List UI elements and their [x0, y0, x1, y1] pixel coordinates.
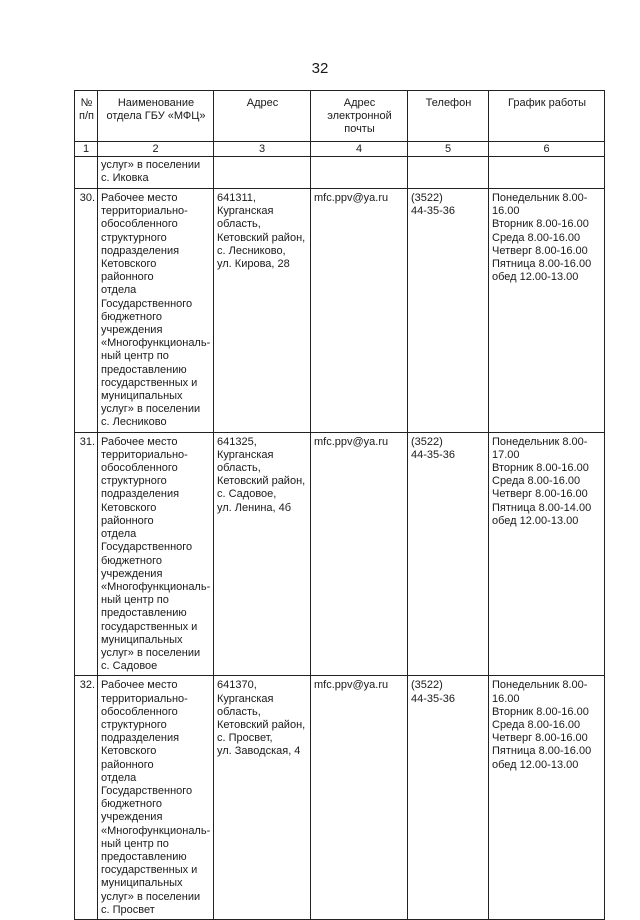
header-schedule: График работы [489, 91, 605, 142]
office-email: mfc.ppv@ya.ru [311, 189, 408, 433]
mfc-offices-table [74, 90, 605, 920]
header-address: Адрес [214, 91, 311, 142]
row-number: 30. [75, 189, 98, 433]
continuation-email-cell [311, 156, 408, 188]
column-number: 4 [311, 141, 408, 156]
table-row [75, 432, 605, 676]
header-row [75, 91, 605, 142]
office-name: Рабочее место территориально- обособленного структурного подразделения Кетовского районного отдела Государственного бюджетного учреждения «Многофункциональ- ный центр по предоставлению государственных и муниципальных услуг» в поселении с. Лесниково [98, 189, 214, 433]
row-number: 32. [75, 676, 98, 920]
office-phone: (3522) 44-35-36 [408, 676, 489, 920]
office-address: 641311, Курганская область, Кетовский район, с. Лесниково, ул. Кирова, 28 [214, 189, 311, 433]
table-row [75, 189, 605, 433]
office-schedule: Понедельник 8.00- 16.00 Вторник 8.00-16.00 Среда 8.00-16.00 Четверг 8.00-16.00 Пятница 8.00-16.00 обед 12.00-13.00 [489, 676, 605, 920]
row-number: 31. [75, 432, 98, 676]
continuation-phone-cell [408, 156, 489, 188]
column-number: 2 [98, 141, 214, 156]
table-row [75, 676, 605, 920]
column-number: 1 [75, 141, 98, 156]
office-email: mfc.ppv@ya.ru [311, 432, 408, 676]
header-email: Адрес электронной почты [311, 91, 408, 142]
column-number: 5 [408, 141, 489, 156]
office-phone: (3522) 44-35-36 [408, 189, 489, 433]
office-email: mfc.ppv@ya.ru [311, 676, 408, 920]
office-address: 641370, Курганская область, Кетовский район, с. Просвет, ул. Заводская, 4 [214, 676, 311, 920]
continuation-name-cell: услуг» в поселении с. Иковка [98, 156, 214, 188]
column-number: 6 [489, 141, 605, 156]
header-number: № п/п [75, 91, 98, 142]
column-numbers-row [75, 141, 605, 156]
office-name: Рабочее место территориально- обособленного структурного подразделения Кетовского районного отдела Государственного бюджетного учреждения «Многофункциональ- ный центр по предоставлению государственных и муниципальных услуг» в поселении с. Садовое [98, 432, 214, 676]
office-schedule: Понедельник 8.00- 16.00 Вторник 8.00-16.00 Среда 8.00-16.00 Четверг 8.00-16.00 Пятница 8.00-16.00 обед 12.00-13.00 [489, 189, 605, 433]
column-number: 3 [214, 141, 311, 156]
header-name: Наименование отдела ГБУ «МФЦ» [98, 91, 214, 142]
office-name: Рабочее место территориально- обособленного структурного подразделения Кетовского районного отдела Государственного бюджетного учреждения «Многофункциональ- ный центр по предоставлению государственных и муниципальных услуг» в поселении с. Просвет [98, 676, 214, 920]
office-address: 641325, Курганская область, Кетовский район, с. Садовое, ул. Ленина, 4б [214, 432, 311, 676]
continuation-number-cell [75, 156, 98, 188]
page-number: 32 [311, 60, 329, 77]
office-schedule: Понедельник 8.00- 17.00 Вторник 8.00-16.00 Среда 8.00-16.00 Четверг 8.00-16.00 Пятница 8.00-14.00 обед 12.00-13.00 [489, 432, 605, 676]
continuation-schedule-cell [489, 156, 605, 188]
office-phone: (3522) 44-35-36 [408, 432, 489, 676]
continuation-address-cell [214, 156, 311, 188]
header-phone: Телефон [408, 91, 489, 142]
continuation-row [75, 156, 605, 188]
